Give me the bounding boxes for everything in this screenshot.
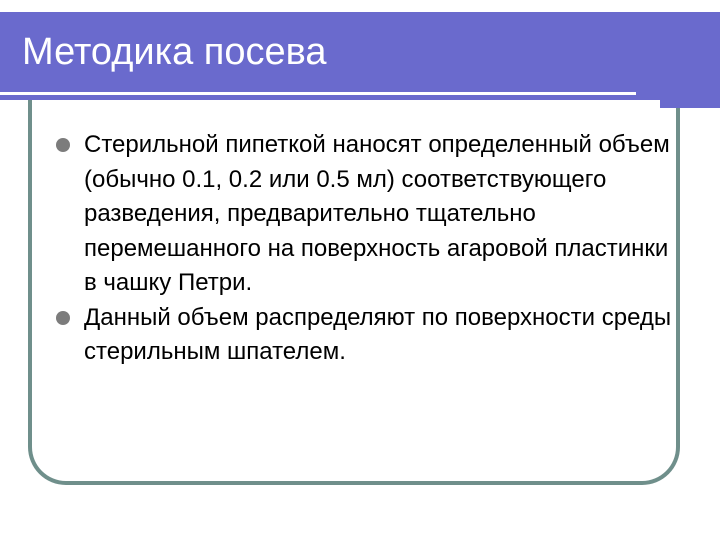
title-underline <box>0 92 636 95</box>
bullet-item <box>56 128 676 301</box>
title-band-corner <box>660 12 720 108</box>
bullet-dot-icon <box>56 311 70 325</box>
bullet-list <box>56 128 676 370</box>
bullet-text: Данный объем распределяют по поверхности среды стерильным шпателем. <box>84 303 672 365</box>
bullet-dot-icon <box>56 138 70 152</box>
slide-title: Методика посева <box>22 31 327 73</box>
bullet-text: Стерильной пипеткой наносят определенный объем (обычно 0.1, 0.2 или 0.5 мл) соответствующего разведения, предварительно тщательно перемешанного на поверхность агаровой пластинки в чашку Петри. <box>84 131 670 296</box>
slide-body <box>56 128 676 370</box>
bullet-item <box>56 301 676 370</box>
